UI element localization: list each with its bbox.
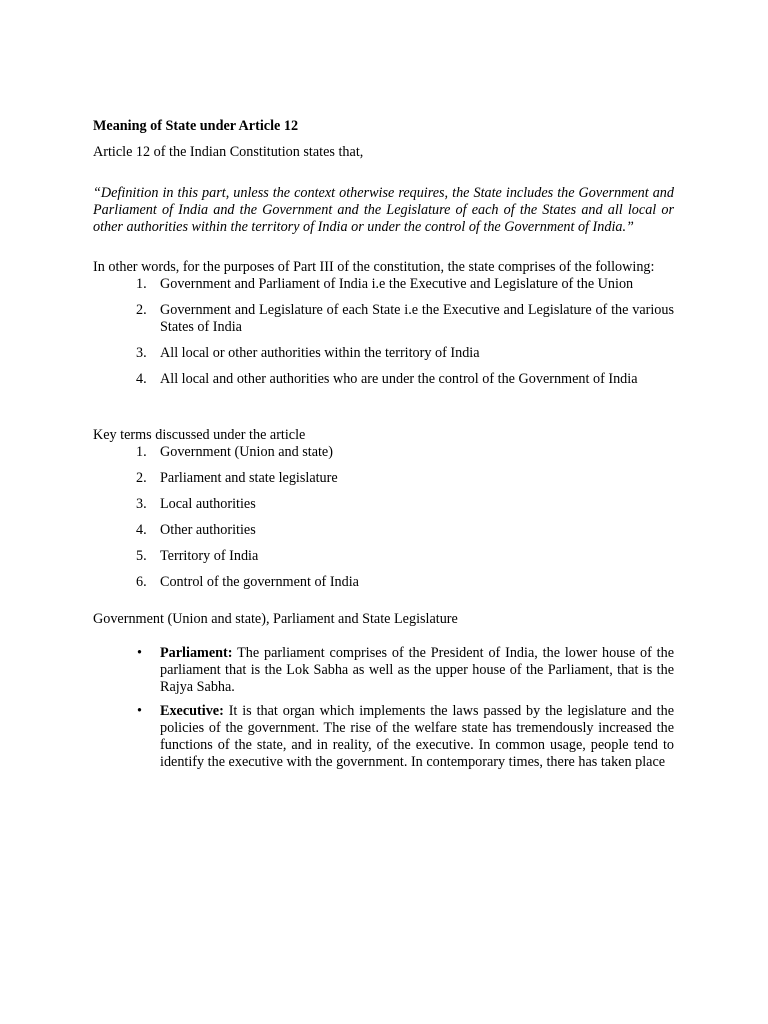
intro-paragraph: Article 12 of the Indian Constitution states that, [93,144,364,160]
list-item [93,276,674,293]
bullet-term: Parliament: [160,645,233,661]
bullet-text: It is that organ which implements the laws passed by the legislature and the policies of the government. The rise of the welfare state has tremendously increased the functions of the state, and in reality, of the executive. In common usage, people tend to identify the executive with the government. In contemporary times, there has taken place [160,703,674,770]
article-quote: “Definition in this part, unless the context otherwise requires, the State includes the Government and Parliament of India and the Government and the Legislature of each of the States and all local or other authorities within the territory of India or under the control of the Government of India.” [93,185,674,235]
list-item [93,444,674,461]
bullet-text: The parliament comprises of the President of India, the lower house of the parliament that is the Lok Sabha as well as the upper house of the Parliament, that is the Rajya Sabha. [160,645,674,695]
bullet-item-parliament [93,645,674,696]
bullet-list [93,645,674,771]
list-item [93,371,674,388]
bullet-icon: • [137,645,142,661]
list-item-text: Local authorities [160,496,256,512]
list-number: 4. [136,371,147,387]
list-number: 4. [136,522,147,538]
bullet-icon: • [137,703,142,719]
list-item-text: Government (Union and state) [160,444,333,460]
section-heading-government: Government (Union and state), Parliament and State Legislature [93,611,458,627]
list-number: 3. [136,496,147,512]
comprises-list [93,276,674,388]
list-item-text: Other authorities [160,522,256,538]
bullet-term: Executive: [160,703,224,719]
list-item [93,496,674,513]
list-number: 2. [136,302,147,318]
list-number: 1. [136,276,147,292]
list-number: 3. [136,345,147,361]
list-item [93,345,674,362]
list-item [93,302,674,336]
list-item [93,470,674,487]
list-item-text: Parliament and state legislature [160,470,338,486]
list-item-text: Government and Legislature of each State i.e the Executive and Legislature of the various States of India [160,302,674,335]
list-item-text: Government and Parliament of India i.e the Executive and Legislature of the Union [160,276,634,292]
list-number: 6. [136,574,147,590]
key-terms-list [93,444,674,591]
list-item [93,548,674,565]
list-number: 2. [136,470,147,486]
list-item-text: All local or other authorities within the territory of India [160,345,480,361]
bullet-item-executive [93,703,674,771]
page-title: Meaning of State under Article 12 [93,118,299,134]
list-number: 1. [136,444,147,460]
other-words-paragraph: In other words, for the purposes of Part III of the constitution, the state comprises of the following: [93,259,655,275]
list-item-text: All local and other authorities who are under the control of the Government of India [160,371,638,387]
list-item-text: Control of the government of India [160,574,359,590]
list-item [93,522,674,539]
list-item [93,574,674,591]
key-terms-heading: Key terms discussed under the article [93,427,306,443]
list-item-text: Territory of India [160,548,259,564]
list-number: 5. [136,548,147,564]
